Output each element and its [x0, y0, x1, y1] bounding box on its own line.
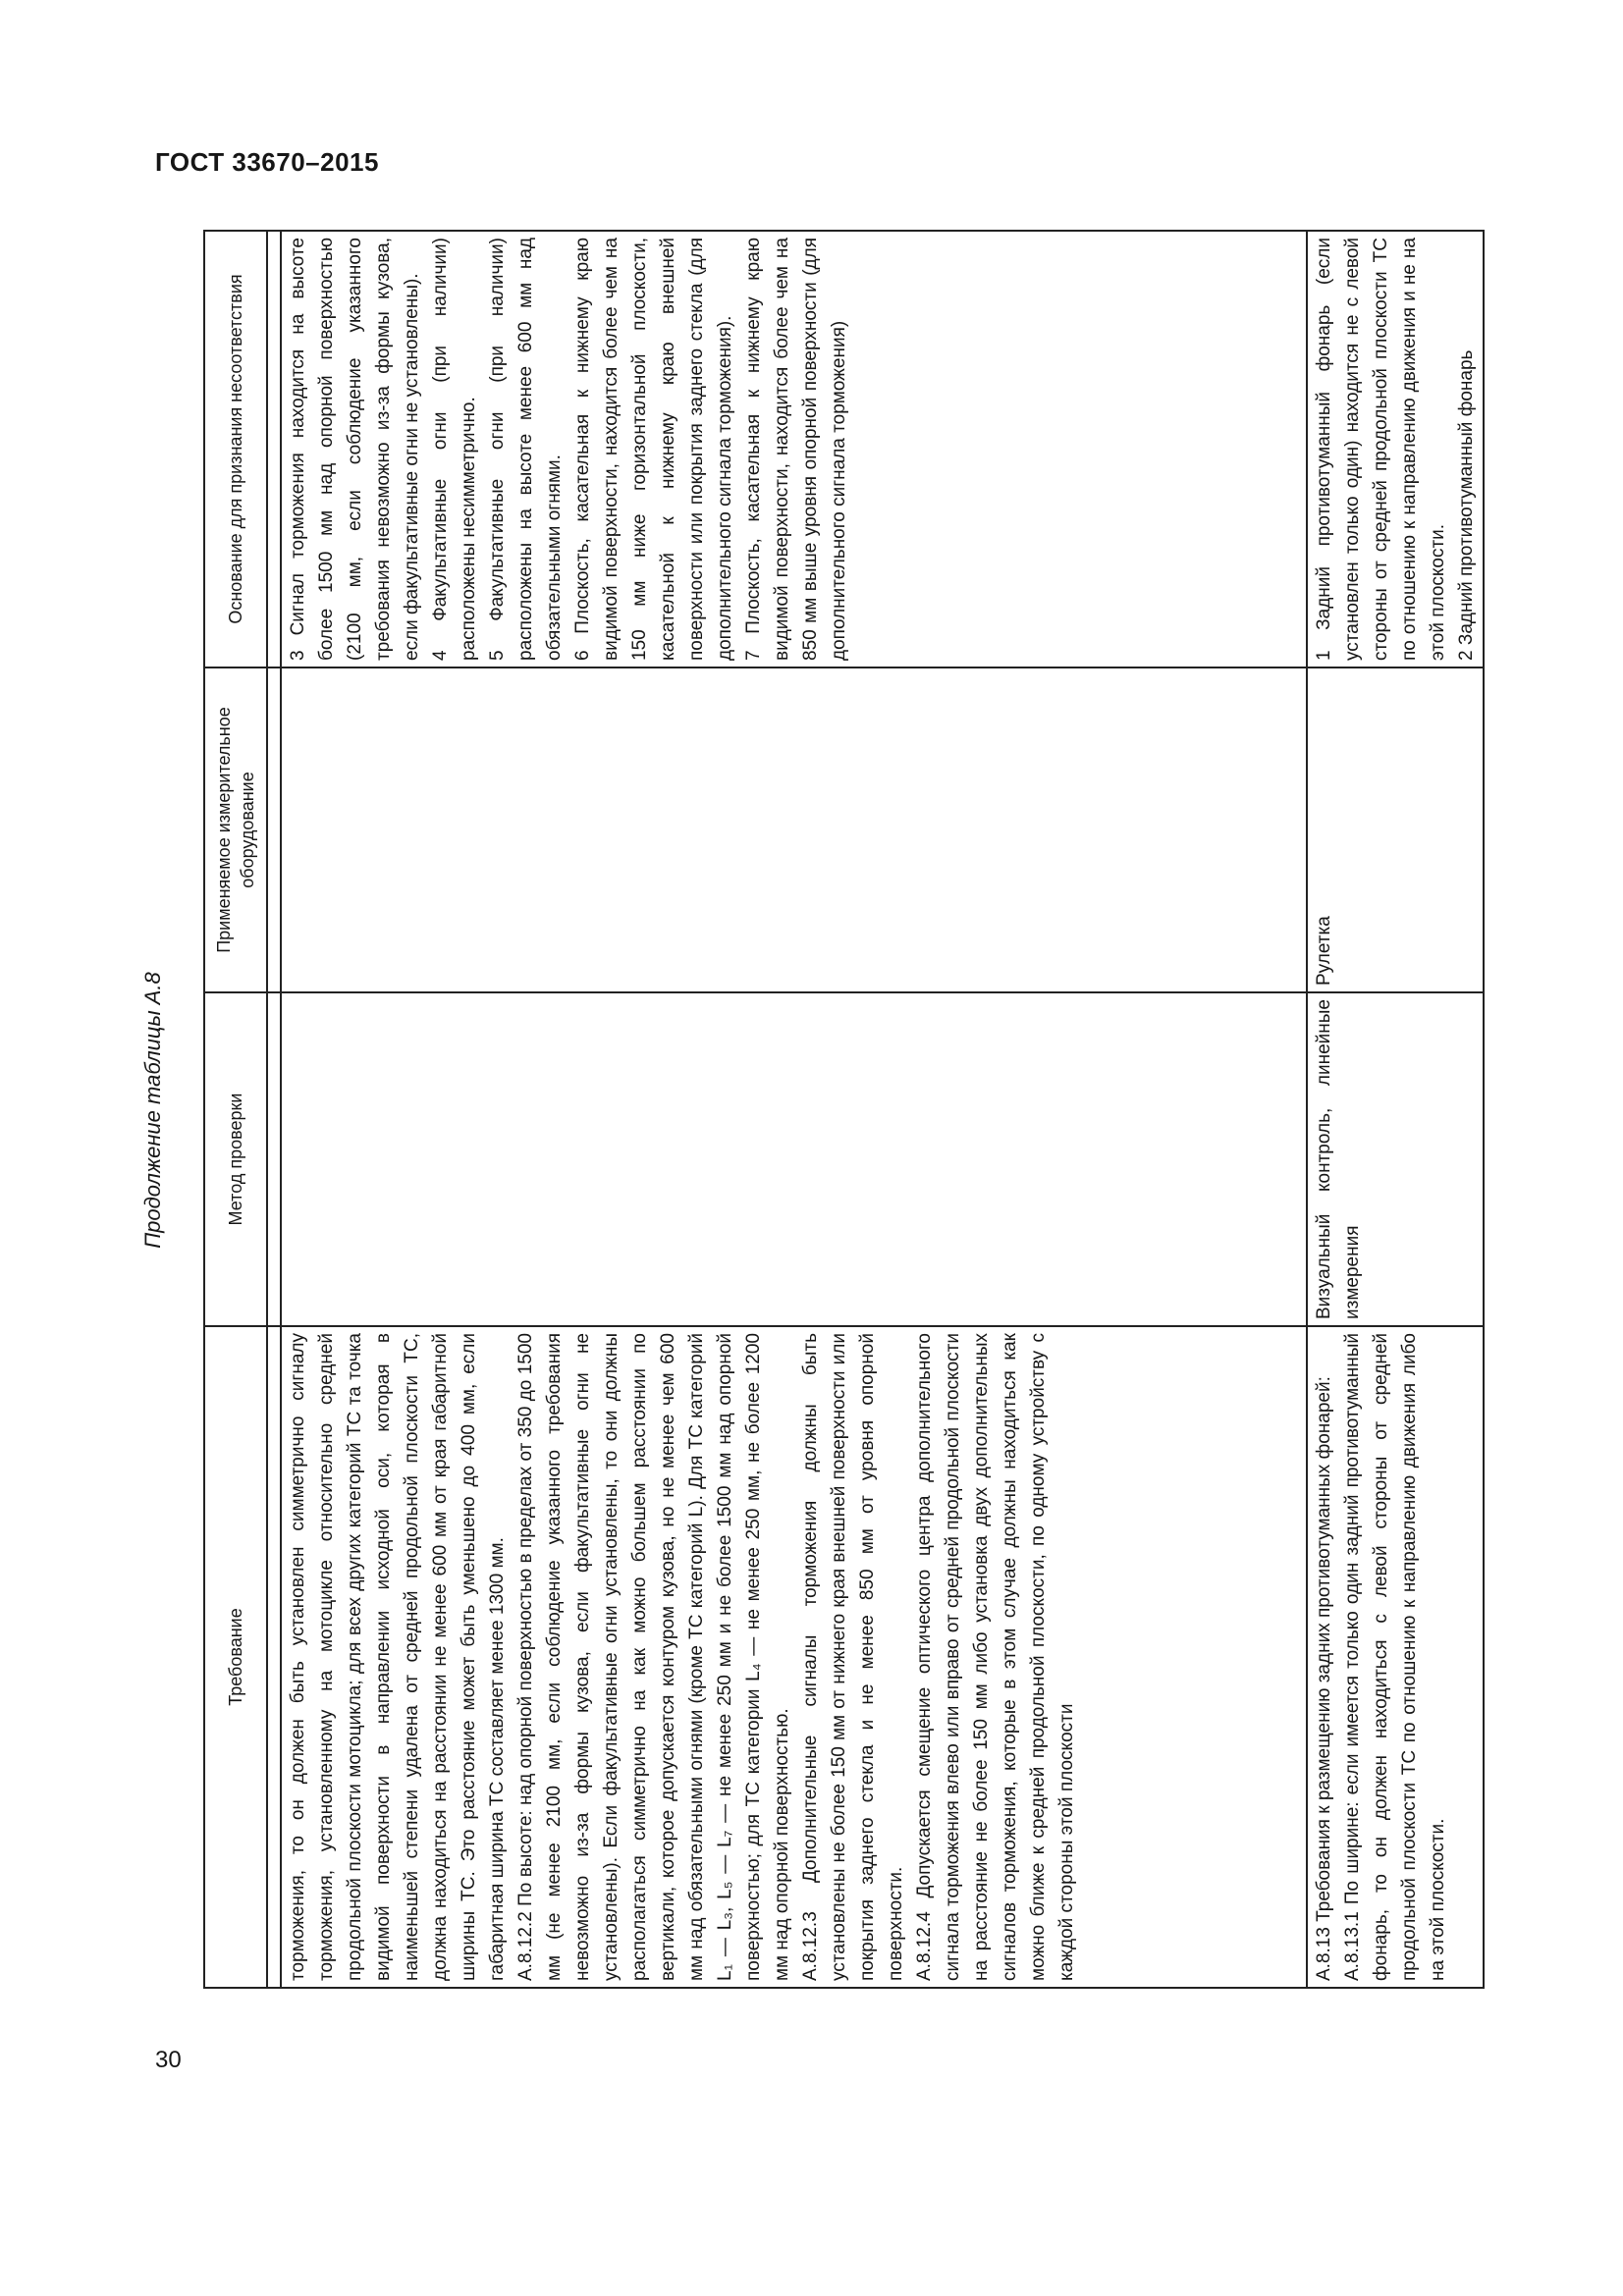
- column-header-basis: Основание для признания несоответствия: [204, 231, 267, 667]
- method-cell: [281, 992, 1307, 1326]
- requirements-table: [203, 230, 1485, 1989]
- requirement-paragraph: А.8.13.1 По ширине: если имеется только один задний противотуманный фонарь, то он должен находиться с левой стороны от средней продольной плоскости ТС по отношению к направлению движения либо на этой плоскости.: [1342, 1333, 1448, 1981]
- table-row: [1307, 231, 1484, 1988]
- basis-cell: [1307, 231, 1484, 667]
- table-container: [203, 232, 1477, 1989]
- column-header-equipment: Применяемое измерительное оборудование: [204, 667, 267, 992]
- basis-item: 3 Сигнал торможения находится на высоте более 1500 мм над опорной поверхностью (2100 мм, если соблюдение указанного требования невозможно из-за формы кузова, если факультативные огни не установлены).: [288, 238, 422, 661]
- table-caption: Продолжение таблицы А.8: [140, 972, 165, 1249]
- table-caption-area: [128, 232, 179, 1989]
- column-header-requirement: Требование: [204, 1326, 267, 1988]
- basis-item: 2 Задний противотуманный фонарь: [1456, 349, 1477, 661]
- requirement-paragraph: торможения, то он должен быть установлен симметрично сигналу торможения, установленному на мотоцикле относительно средней продольной плоскости мотоцикла; для всех других категорий ТС та точка видимой поверхности в направлении исходной оси, которая в наименьшей степени удалена от средней продольной плоскости ТС, должна находиться на расстоянии не менее 600 мм от края габаритной ширины ТС. Это расстояние может быть уменьшено до 400 мм, если габаритная ширина ТС составляет менее 1300 мм.: [288, 1333, 508, 1981]
- requirement-paragraph: А.8.12.4 Допускается смещение оптического центра дополнительного сигнала торможения влево или вправо от средней продольной плоскости на расстояние не более 150 мм либо установка двух дополнительных сигналов торможения, которые в этом случае должны находиться как можно ближе к средней продольной плоскости, по одному устройству с каждой стороны этой плоскости: [914, 1333, 1077, 1981]
- requirement-cell: [1307, 1326, 1484, 1988]
- table-row: [281, 231, 1307, 1988]
- table-header-row: [204, 231, 267, 1988]
- basis-cell: [281, 231, 1307, 667]
- basis-item: 4 Факультативные огни (при наличии) расположены несимметрично.: [430, 238, 479, 661]
- requirement-paragraph: А.8.12.3 Дополнительные сигналы торможения должны быть установлены не более 150 мм от нижнего края внешней поверхности или покрытия заднего стекла и не менее 850 мм от уровня опорной поверхности.: [800, 1333, 906, 1981]
- requirement-paragraph: А.8.13 Требования к размещению задних противотуманных фонарей:: [1314, 1376, 1334, 1981]
- basis-item: 6 Плоскость, касательная к нижнему краю видимой поверхности, находится более чем на 150 мм ниже горизонтальной плоскости, касательной к нижнему краю внешней поверхности или покрытия заднего стекла (для дополнительного сигнала торможения).: [572, 238, 735, 661]
- page-number: 30: [155, 2047, 182, 2073]
- basis-item: 7 Плоскость, касательная к нижнему краю видимой поверхности, находится более чем на 850 мм выше уровня опорной поверхности (для дополнительного сигнала торможения): [743, 238, 849, 661]
- requirement-cell: [281, 1326, 1307, 1988]
- basis-item: 5 Факультативные огни (при наличии) расположены на высоте менее 600 мм над обязательными огнями.: [487, 238, 565, 661]
- method-cell: Визуальный контроль, линейные измерения: [1307, 992, 1484, 1326]
- equipment-cell: Рулетка: [1307, 667, 1484, 992]
- requirement-paragraph: А.8.12.2 По высоте: над опорной поверхностью в пределах от 350 до 1500 мм (не менее 2100 мм, если соблюдение указанного требования невозможно из-за формы кузова, если факультативные огни не установлены). Если факультативные огни установлены, то они должны располагаться симметрично на как можно большем расстоянии по вертикали, которое допускается контуром кузова, но не менее чем 600 мм над обязательными огнями (кроме ТС категорий L). Для ТС категорий L₁ — L₃, L₅ — L₇ — не менее 250 мм и не более 1500 мм над опорной поверхностью; для ТС категории L₄ — не менее 250 мм, не более 1200 мм над опорной поверхностью.: [515, 1333, 792, 1981]
- basis-item: 1 Задний противотуманный фонарь (если установлен только один) находится не с левой стороны от средней продольной плоскости ТС по отношению к направлению движения и не на этой плоскости.: [1314, 238, 1448, 661]
- header-gap-row: [267, 231, 281, 1988]
- column-header-method: Метод проверки: [204, 992, 267, 1326]
- document-header: ГОСТ 33670–2015: [155, 147, 379, 177]
- equipment-cell: [281, 667, 1307, 992]
